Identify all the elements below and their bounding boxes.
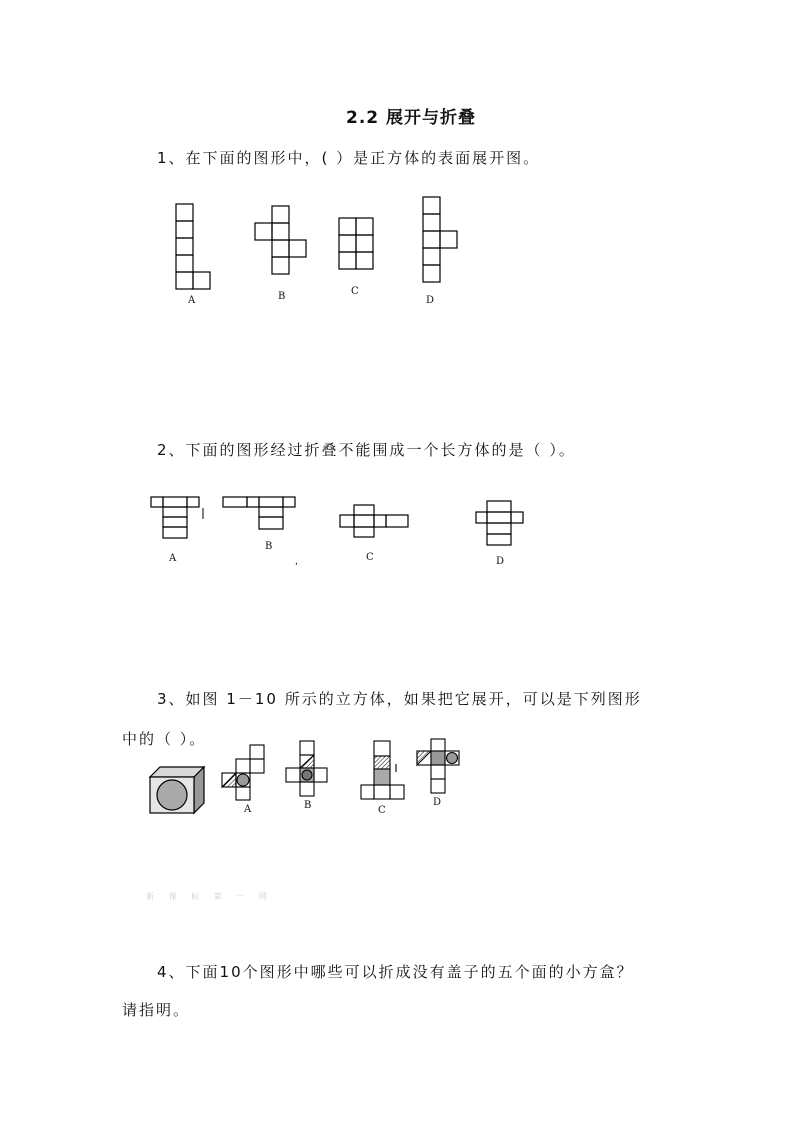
q1-net-b — [255, 206, 306, 274]
q2-net-a — [151, 497, 203, 538]
question-3-text-line1: 3、如图 1－10 所示的立方体，如果把它展开，可以是下列图形 — [157, 690, 642, 708]
question-4-text-line2: 请指明。 — [122, 1001, 191, 1019]
q2-net-d — [476, 501, 523, 545]
q2-label-a: A — [169, 553, 177, 564]
q3-cube — [150, 767, 204, 813]
q3-net-a — [222, 745, 264, 800]
q3-label-b: B — [304, 800, 312, 811]
question-3-text-line2: 中的（ ）。 — [122, 730, 207, 748]
q1-label-c: C — [351, 286, 359, 297]
q3-label-c: C — [378, 805, 386, 816]
q2-label-b: B — [265, 541, 273, 552]
q1-label-d: D — [426, 295, 435, 306]
q1-label-a: A — [188, 295, 196, 306]
question-4-text-line1: 4、下面10个图形中哪些可以折成没有盖子的五个面的小方盒？ — [157, 963, 634, 981]
q2-label-c: C — [366, 552, 374, 563]
page-title: 2.2 展开与折叠 — [346, 108, 477, 128]
q3-label-a: A — [244, 804, 252, 815]
q2-label-d: D — [496, 556, 505, 567]
q3-net-b — [286, 741, 327, 796]
q1-net-c — [339, 218, 373, 269]
question-2-text: 2、下面的图形经过折叠不能围成一个长方体的是（ ）。 — [157, 441, 576, 459]
q1-net-a — [176, 204, 210, 289]
q1-label-b: B — [278, 291, 286, 302]
q2-net-b — [223, 497, 295, 529]
question-1-text: 1、在下面的图形中，( ）是正方体的表面展开图。 — [157, 149, 541, 167]
q3-net-c — [361, 741, 404, 799]
faint-watermark-text: 新 课 标 第 一 网 — [146, 892, 273, 901]
q2-net-c — [340, 505, 408, 537]
q3-net-d — [417, 739, 459, 793]
q1-net-d — [423, 197, 457, 282]
q3-label-d: D — [433, 797, 442, 808]
svg-text:,: , — [295, 557, 298, 567]
